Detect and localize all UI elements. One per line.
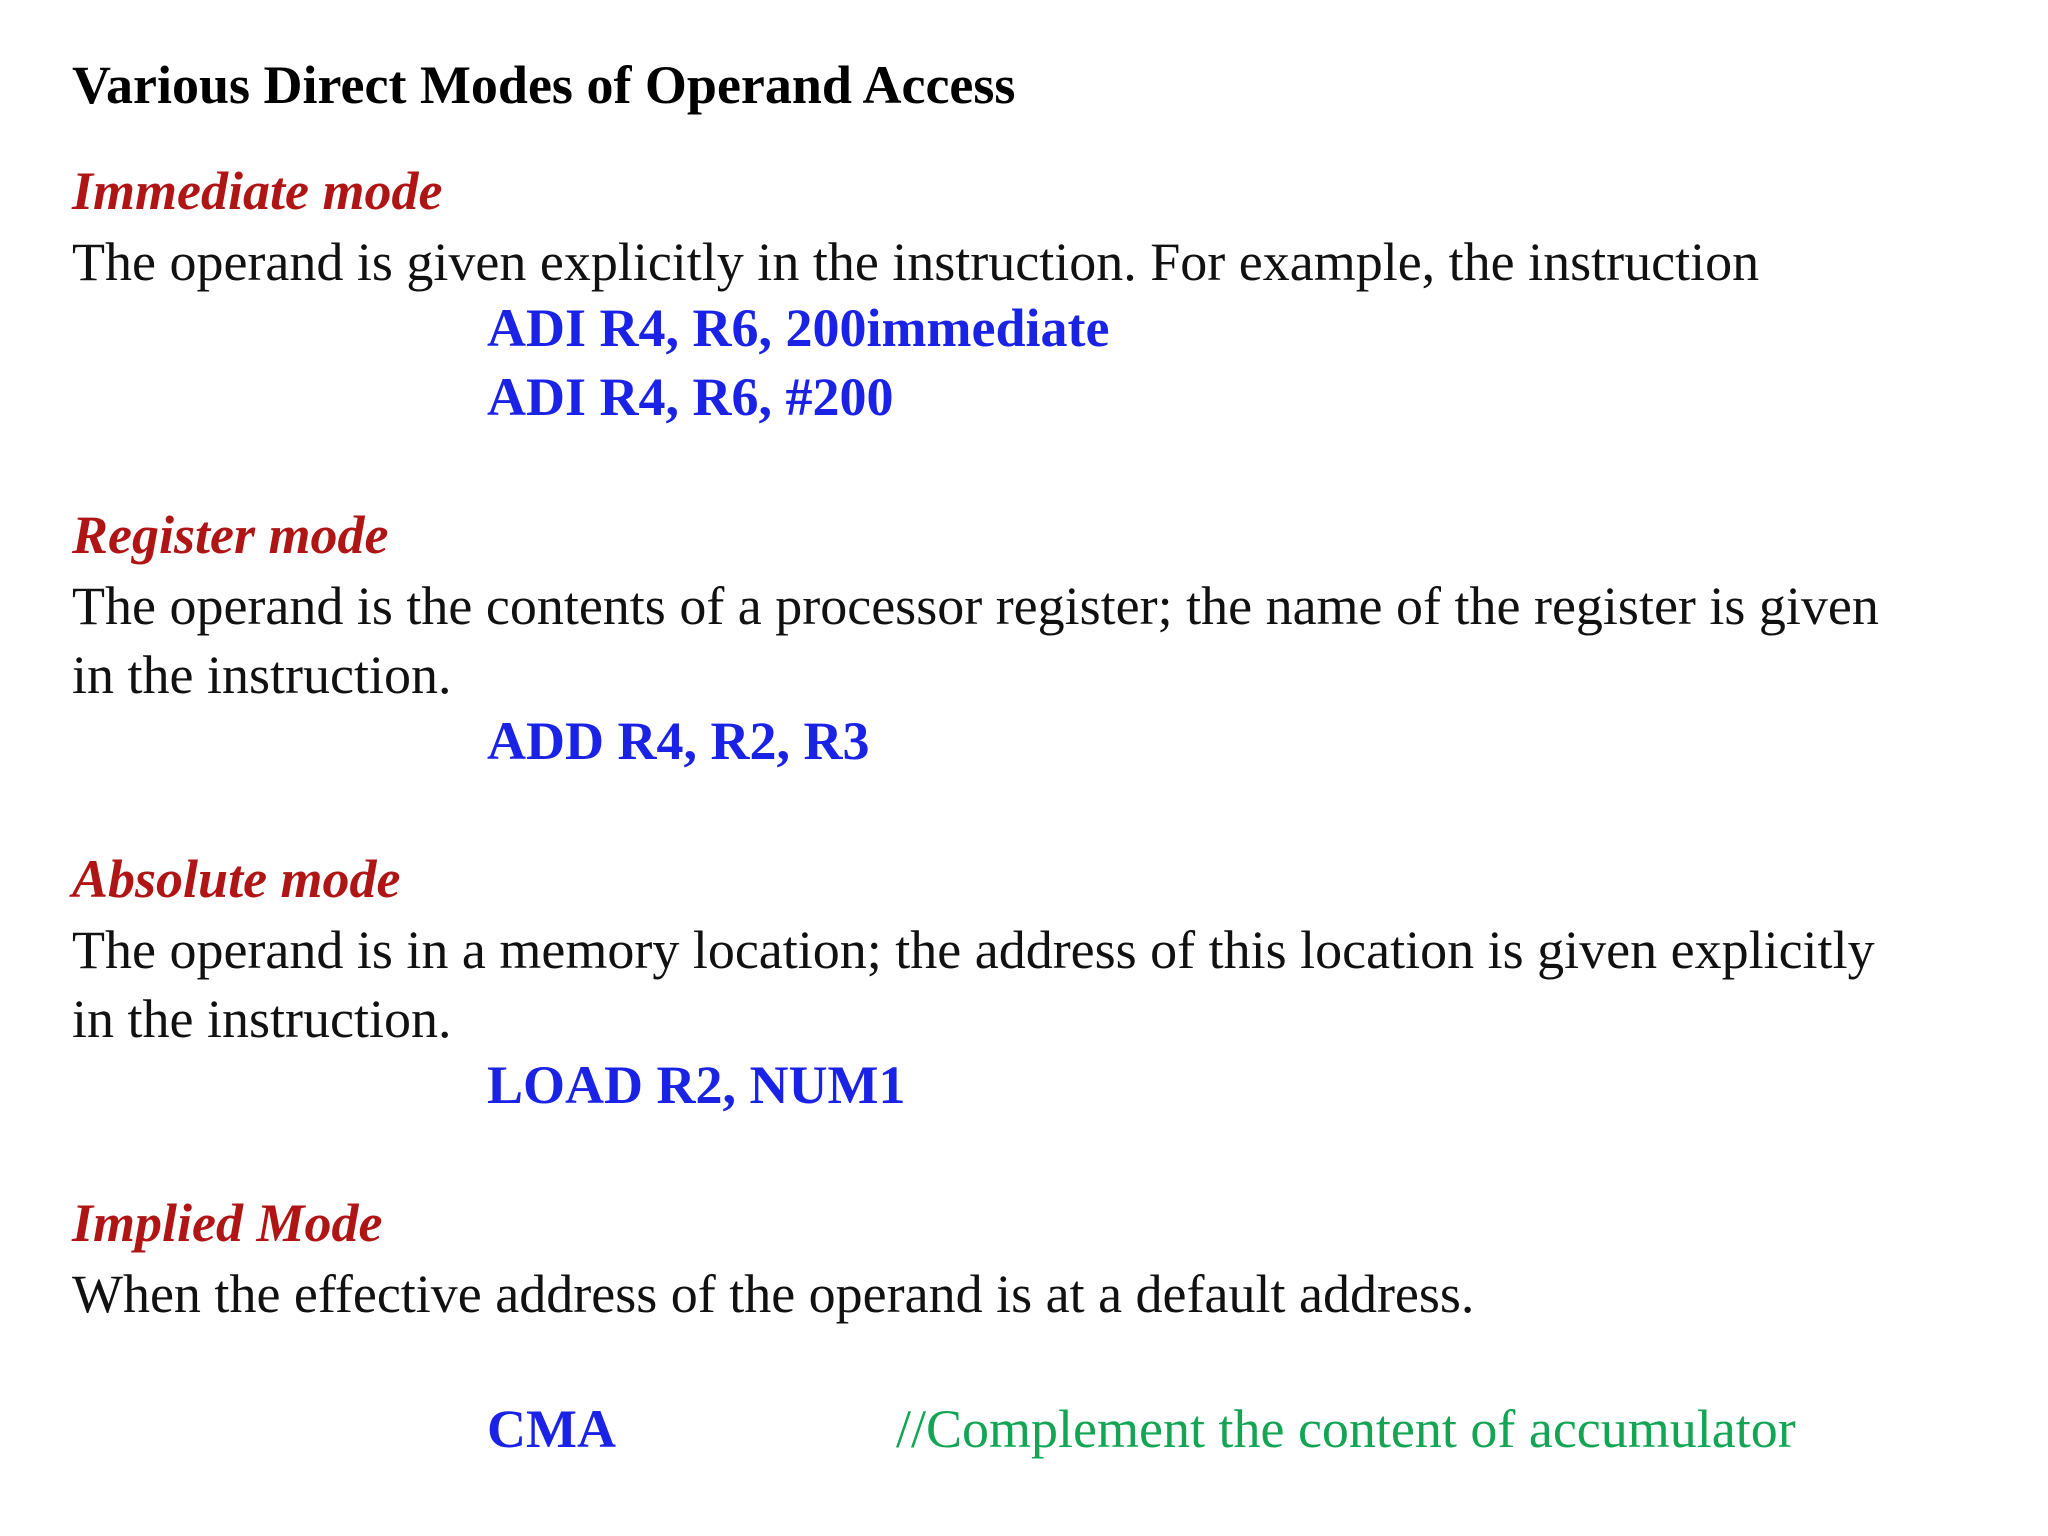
immediate-mode-code-line: ADI R4, R6, #200 xyxy=(487,367,894,427)
immediate-mode-description-line: The operand is given explicitly in the instruction. For example, the instruction xyxy=(72,232,1760,292)
immediate-mode-description xyxy=(72,228,1759,297)
implied-mode-code-line: CMA xyxy=(487,1399,616,1459)
implied-mode-code-comment: //Complement the content of accumulator xyxy=(896,1399,1796,1459)
absolute-mode-description xyxy=(72,916,1875,1054)
register-mode-description xyxy=(72,572,1879,710)
register-mode-description-line: The operand is the contents of a processor register; the name of the register is given xyxy=(72,576,1879,636)
immediate-mode-heading: Immediate mode xyxy=(72,161,443,221)
implied-mode-description xyxy=(72,1260,1474,1329)
absolute-mode-code-line: LOAD R2, NUM1 xyxy=(487,1055,906,1115)
absolute-mode-heading: Absolute mode xyxy=(72,849,401,909)
register-mode-heading: Register mode xyxy=(72,505,389,565)
register-mode-description-line: in the instruction. xyxy=(72,645,452,705)
register-mode-code-line: ADD R4, R2, R3 xyxy=(487,711,870,771)
implied-mode-description-line: When the effective address of the operand is at a default address. xyxy=(72,1264,1475,1324)
implied-mode-heading: Implied Mode xyxy=(72,1193,383,1253)
page-title: Various Direct Modes of Operand Access xyxy=(72,55,1016,115)
absolute-mode-description-line: in the instruction. xyxy=(72,989,452,1049)
immediate-mode-code-line: ADI R4, R6, 200immediate xyxy=(487,298,1110,358)
absolute-mode-description-line: The operand is in a memory location; the address of this location is given explicitly xyxy=(72,920,1875,980)
